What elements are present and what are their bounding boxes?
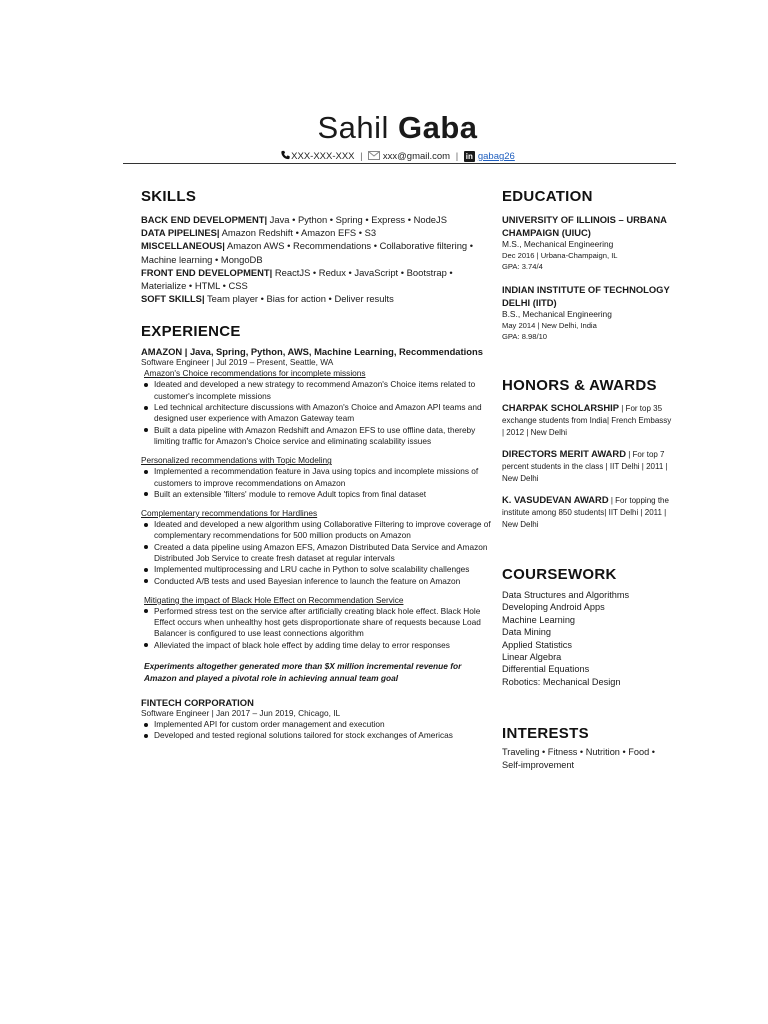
education-entry xyxy=(502,284,672,342)
fintech-bullets xyxy=(141,719,493,742)
skill-line: Machine learning • MongoDB xyxy=(141,253,263,265)
course-item: Machine Learning xyxy=(502,614,576,625)
fintech-role: Software Engineer | Jan 2017 – Jun 2019, Chicago, IL xyxy=(141,708,341,719)
skill-line: SOFT SKILLS| Team player • Bias for action • Deliver results xyxy=(141,293,394,305)
skill-line: FRONT END DEVELOPMENT| ReactJS • Redux • JavaScript • Bootstrap • xyxy=(141,266,453,278)
school-dates: May 2014 | New Delhi, India xyxy=(502,321,597,330)
email-address[interactable]: xxx@gmail.com xyxy=(382,151,451,162)
candidate-name xyxy=(0,110,768,146)
bullet-item: Developed and tested regional solutions tailored for stock exchanges of Americas xyxy=(154,730,493,741)
school-dates: Dec 2016 | Urbana-Champaign, IL xyxy=(502,251,618,260)
interests-heading: INTERESTS xyxy=(502,725,589,743)
course-item: Data Mining xyxy=(502,627,552,638)
bullet-item: Ideated and developed a new algorithm using Collaborative Filtering to improve coverage of complementary recommendations for 500 million products on Amazon xyxy=(154,519,493,542)
bullet-item: Conducted A/B tests and used Bayesian inference to launch the feature on Amazon xyxy=(154,576,493,587)
amazon-role: Software Engineer | Jul 2019 – Present, Seattle, WA xyxy=(141,357,334,368)
skills-heading: SKILLS xyxy=(141,188,197,205)
education-heading: EDUCATION xyxy=(502,188,593,205)
award-entry: CHARPAK SCHOLARSHIP | For top 35 exchange students from India| French Embassy | 2012 | New Delhi xyxy=(502,402,672,437)
bullet-item: Led technical architecture discussions with Amazon's Choice and Amazon API teams and designed user experience with Amazon Gateway team xyxy=(154,402,493,425)
project-bullets xyxy=(141,379,493,447)
bullet-item: Implemented multiprocessing and LRU cache in Python to solve scalability challenges xyxy=(154,564,493,575)
email-icon xyxy=(368,151,380,163)
education-entry xyxy=(502,214,672,272)
fintech-company: FINTECH CORPORATION xyxy=(141,697,254,709)
experience-heading: EXPERIENCE xyxy=(141,323,241,341)
bullet-item: Ideated and developed a new strategy to recommend Amazon's Choice items related to customer's incomplete missions xyxy=(154,379,493,402)
honors-heading: HONORS & AWARDS xyxy=(502,377,657,394)
course-item: Developing Android Apps xyxy=(502,602,605,613)
skills-list xyxy=(141,213,493,305)
course-item: Applied Statistics xyxy=(502,639,572,650)
coursework-heading: COURSEWORK xyxy=(502,566,617,583)
bullet-item: Created a data pipeline using Amazon EFS, Amazon Distributed Data Service and Amazon Distributed Job Service to create fresh dataset at regular intervals xyxy=(154,542,493,565)
project-bullets xyxy=(141,519,493,587)
course-item: Differential Equations xyxy=(502,664,590,675)
bullet-item: Implemented a recommendation feature in Java using topics and incomplete missions of customers to improve recommendations on Amazon xyxy=(154,466,493,489)
course-item: Robotics: Mechanical Design xyxy=(502,676,621,687)
phone-icon xyxy=(280,150,291,163)
bullet-item: Built a data pipeline with Amazon Redshift and Amazon EFS to use offline data, thereby limiting traffic for Amazon's Choice service and eliminating scalability issues xyxy=(154,425,493,448)
course-item: Data Structures and Algorithms xyxy=(502,590,630,600)
skill-line: Materialize • HTML • CSS xyxy=(141,280,248,292)
interests-text: Traveling • Fitness • Nutrition • Food • Self-improvement xyxy=(502,747,655,770)
project-title: Mitigating the impact of Black Hole Effect on Recommendation Service xyxy=(144,594,404,605)
award-entry: K. VASUDEVAN AWARD | For topping the institute among 850 students| IIT Delhi | 2011 | New Delhi xyxy=(502,494,669,529)
school-name: UNIVERSITY OF ILLINOIS – URBANA CHAMPAIGN (UIUC) xyxy=(502,214,667,238)
bullet-item: Built an extensible 'filters' module to remove Adult topics from final dataset xyxy=(154,489,493,500)
skill-line: DATA PIPELINES| Amazon Redshift • Amazon EFS • S3 xyxy=(141,227,377,239)
contact-line: XXX-XXX-XXX | xxx@gmail.com | in gabag26 xyxy=(0,150,768,163)
last-name: Gaba xyxy=(398,110,478,145)
school-name: INDIAN INSTITUTE OF TECHNOLOGY DELHI (IITD) xyxy=(502,284,670,308)
project-bullets xyxy=(141,606,493,651)
school-gpa: GPA: 8.98/10 xyxy=(502,332,548,341)
skill-line: MISCELLANEOUS| Amazon AWS • Recommendations • Collaborative filtering • xyxy=(141,240,474,252)
project-title: Complementary recommendations for Hardlines xyxy=(141,508,318,519)
linkedin-link[interactable]: gabag26 xyxy=(477,151,515,162)
coursework-list xyxy=(502,589,672,688)
first-name: Sahil xyxy=(317,110,389,145)
header-divider xyxy=(123,163,676,164)
project-title: Amazon's Choice recommendations for incomplete missions xyxy=(144,368,366,379)
amazon-company: AMAZON | Java, Spring, Python, AWS, Machine Learning, Recommendations xyxy=(141,346,483,358)
phone-number: XXX-XXX-XXX xyxy=(291,151,355,162)
left-column xyxy=(141,188,493,742)
project-bullets xyxy=(141,466,493,500)
skill-line: BACK END DEVELOPMENT| Java • Python • Spring • Express • NodeJS xyxy=(141,214,447,225)
school-gpa: GPA: 3.74/4 xyxy=(502,262,543,271)
bullet-item: Alleviated the impact of black hole effect by adding time delay to error responses xyxy=(154,640,493,651)
impact-statement: Experiments altogether generated more than $X million incremental revenue for Amazon and played a pivotal role in achieving annual team goal xyxy=(144,661,462,684)
course-item: Linear Algebra xyxy=(502,652,562,663)
degree: B.S., Mechanical Engineering xyxy=(502,309,612,319)
degree: M.S., Mechanical Engineering xyxy=(502,239,614,249)
linkedin-icon: in xyxy=(465,152,473,161)
right-column xyxy=(502,188,672,771)
bullet-item: Performed stress test on the service after artificially creating black hole effect. Black Hole Effect occurs when unhealthy host gets disproportionate share of requests because Load Balancer is configured to use least connections algorithm xyxy=(154,606,493,640)
project-title: Personalized recommendations with Topic Modeling xyxy=(141,455,332,466)
bullet-item: Implemented API for custom order management and execution xyxy=(154,719,493,730)
award-entry: DIRECTORS MERIT AWARD | For top 7 percent students in the class | IIT Delhi | 2011 | New Delhi xyxy=(502,448,668,483)
